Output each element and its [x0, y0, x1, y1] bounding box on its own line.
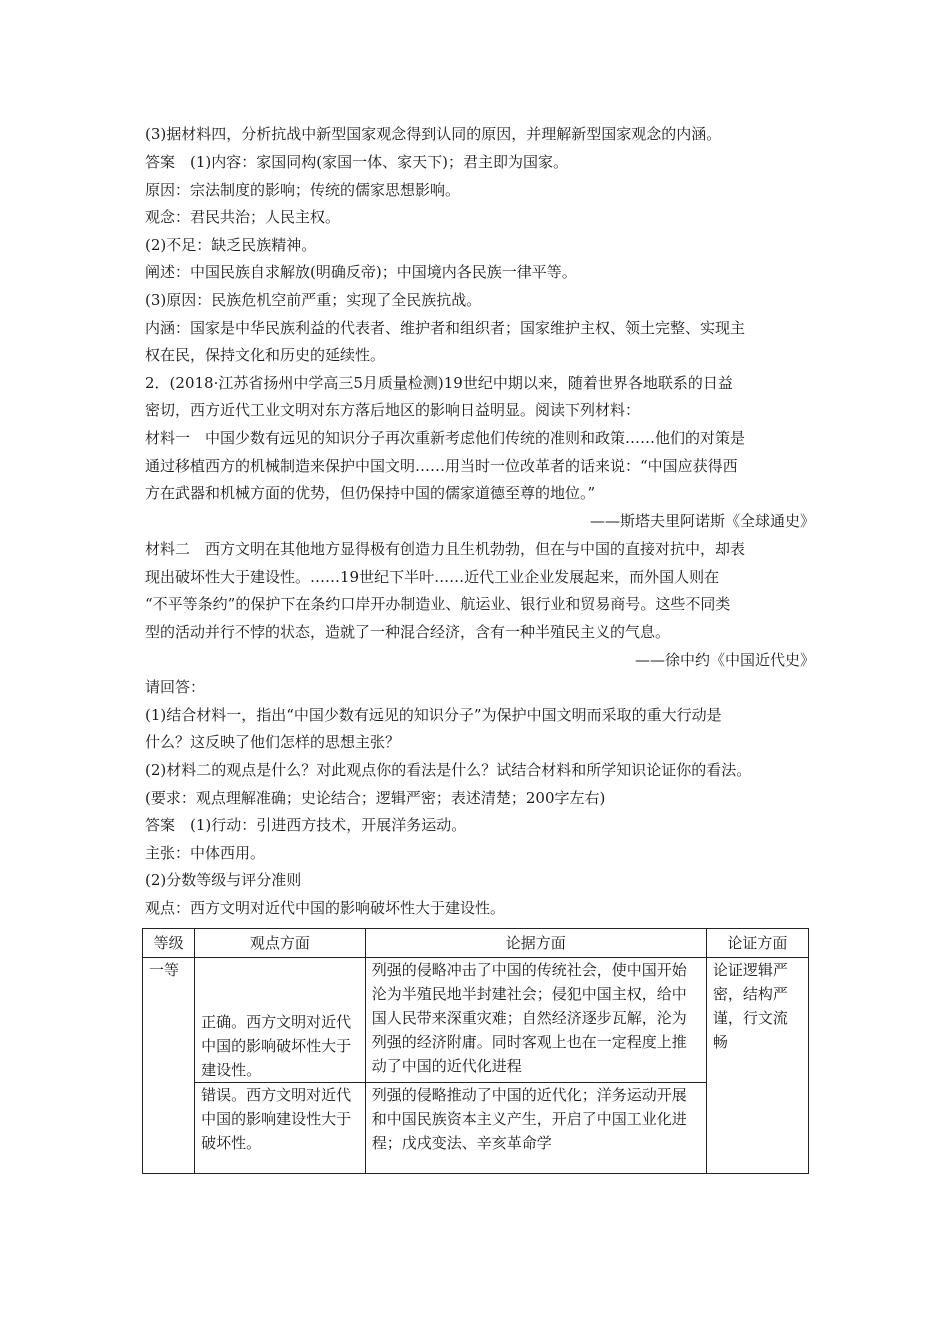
material-2-line-2: 现出破坏性大于建设性。……19世纪下半叶……近代工业企业发展起来，而外国人则在	[145, 568, 720, 586]
grading-table	[142, 928, 809, 1174]
material-1-line-2: 通过移植西方的机械制造来保护中国文明……用当时一位改革者的话来说：“中国应获得西	[145, 457, 738, 475]
question-3-text: (3)据材料四，分析抗战中新型国家观念得到认同的原因，并理解新型国家观念的内涵。	[145, 125, 722, 143]
answer-2-shortcoming: (2)不足：缺乏民族精神。	[145, 236, 317, 254]
answer-3-reason: (3)原因：民族危机空前严重；实现了全民族抗战。	[145, 291, 482, 309]
header-viewpoint: 观点方面	[195, 929, 366, 958]
header-grade: 等级	[143, 929, 195, 958]
please-answer: 请回答：	[145, 678, 206, 696]
material-1-line-1: 材料一 中国少数有远见的知识分子再次重新考虑他们传统的准则和政策……他们的对策是	[145, 429, 746, 447]
material-2-line-1: 材料二 西方文明在其他地方显得极有创造力且生机勃勃，但在与中国的直接对抗中，却表	[145, 540, 746, 558]
answer-connotation-1: 内涵：国家是中华民族利益的代表者、维护者和组织者；国家维护主权、领土完整、实现主	[145, 319, 746, 337]
answer-connotation-2: 权在民，保持文化和历史的延续性。	[145, 346, 386, 364]
answer-1-content: 答案 (1)内容：家国同构(家国一体、家天下)；君主即为国家。	[145, 153, 568, 171]
grade-cell: 一等	[143, 958, 195, 1174]
material-1-source: ——斯塔夫里阿诺斯《全球通史》	[589, 512, 815, 530]
grading-criteria-title: (2)分数等级与评分准则	[145, 871, 302, 889]
answer-proposition: 主张：中体西用。	[145, 844, 266, 862]
answer-reason: 原因：宗法制度的影响；传统的儒家思想影响。	[145, 181, 461, 199]
viewpoint-line: 观点：西方文明对近代中国的影响破坏性大于建设性。	[145, 899, 506, 917]
question-2-intro-1: 2．(2018·江苏省扬州中学高三5月质量检测)19世纪中期以来，随着世界各地联系的日益	[145, 374, 733, 392]
answer-elaboration: 阐述：中国民族自求解放(明确反帝)；中国境内各民族一律平等。	[145, 263, 577, 281]
evidence-correct-cell: 列强的侵略冲击了中国的传统社会，使中国开始沦为半殖民地半封建社会；侵犯中国主权，给中国人民带来深重灾难；自然经济逐步瓦解，沦为列强的经济附庸。同时客观上也在一定程度上推动了中国的近代化进程	[365, 958, 706, 1083]
viewpoint-correct-cell: 正确。西方文明对近代中国的影响破坏性大于建设性。	[195, 958, 366, 1083]
material-2-line-3: “不平等条约”的保护下在条约口岸开办制造业、航运业、银行业和贸易商号。这些不同类	[145, 595, 731, 613]
table-row	[143, 958, 809, 1083]
header-evidence: 论据方面	[365, 929, 706, 958]
header-argument: 论证方面	[706, 929, 808, 958]
material-1-line-3: 方在武器和机械方面的优势，但仍保持中国的儒家道德至尊的地位。”	[145, 484, 596, 502]
question-2-intro-2: 密切，西方近代工业文明对东方落后地区的影响日益明显。阅读下列材料：	[145, 401, 641, 419]
table-header-row	[143, 929, 809, 958]
answer-concept: 观念：君民共治；人民主权。	[145, 208, 341, 226]
sub-question-1-line-2: 什么？这反映了他们怎样的思想主张？	[145, 733, 401, 751]
sub-question-1-line-1: (1)结合材料一，指出“中国少数有远见的知识分子”为保护中国文明而采取的重大行动是	[145, 706, 722, 724]
answer-action: 答案 (1)行动：引进西方技术，开展洋务运动。	[145, 816, 467, 834]
material-2-source: ——徐中约《中国近代史》	[634, 651, 815, 669]
material-2-line-4: 型的活动并行不悖的状态，造就了一种混合经济，含有一种半殖民主义的气息。	[145, 623, 671, 641]
viewpoint-wrong-cell: 错误。西方文明对近代中国的影响建设性大于破坏性。	[195, 1083, 366, 1174]
argument-cell: 论证逻辑严密，结构严谨，行文流畅	[706, 958, 808, 1174]
evidence-wrong-cell: 列强的侵略推动了中国的近代化；洋务运动开展和中国民族资本主义产生，开启了中国工业化进程；戊戌变法、辛亥革命学	[365, 1083, 706, 1174]
sub-question-2-line-1: (2)材料二的观点是什么？对此观点你的看法是什么？试结合材料和所学知识论证你的看法。	[145, 761, 752, 779]
sub-question-2-requirements: (要求：观点理解准确；史论结合；逻辑严密；表述清楚；200字左右)	[145, 789, 606, 807]
